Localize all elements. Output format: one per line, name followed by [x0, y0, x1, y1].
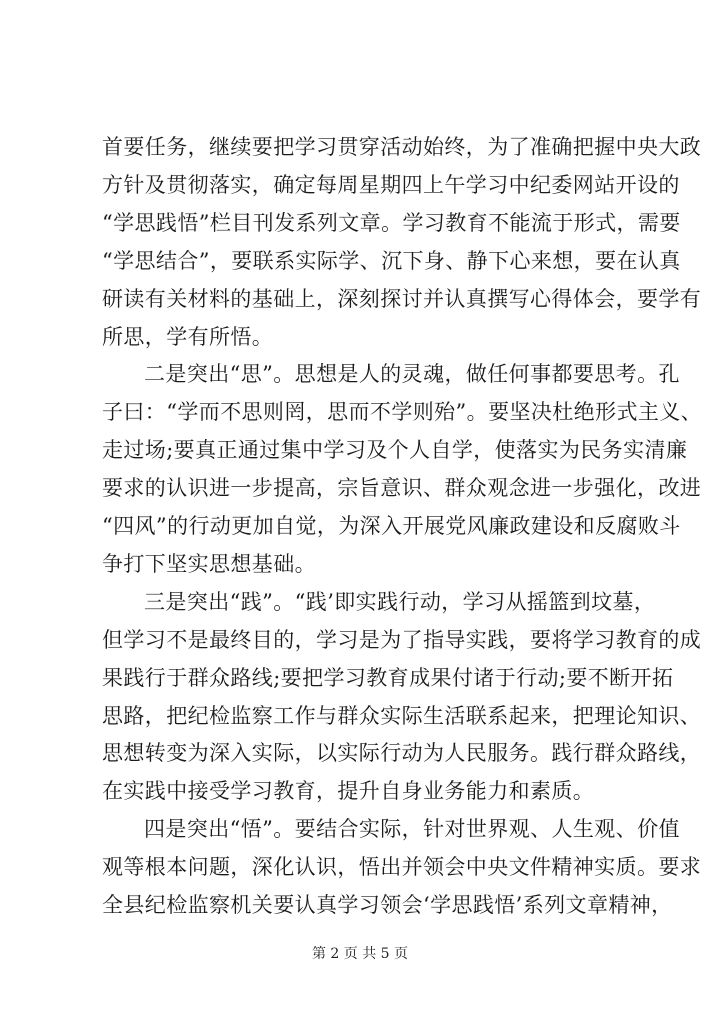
text-line: “学思践悟”栏目刊发系列文章。学习教育不能流于形式，需要	[102, 211, 681, 235]
text-line: “四风”的行动更加自觉，为深入开展党风廉政建设和反腐败斗	[102, 514, 681, 538]
text-line: 研读有关材料的基础上，深刻探讨并认真撰写心得体会，要学有	[102, 287, 702, 311]
text-line: 思想转变为深入实际，以实际行动为人民服务。践行群众路线，	[102, 741, 702, 765]
page-number-footer: 第 2 页 共 5 页	[311, 946, 409, 962]
text-line: 子曰：“学而不思则罔，思而不学则殆”。要坚决杜绝形式主义、	[102, 400, 703, 424]
text-line: 要求的认识进一步提高，宗旨意识、群众观念进一步强化，改进	[102, 476, 702, 500]
text-line: 果践行于群众路线;要把学习教育成果付诸于行动;要不断开拓	[102, 666, 674, 690]
text-line: 但学习不是最终目的，学习是为了指导实践，要将学习教育的成	[102, 628, 702, 652]
text-line: 首要任务，继续要把学习贯穿活动始终，为了准确把握中央大政	[102, 135, 702, 159]
text-line: 方针及贯彻落实，确定每周星期四上午学习中纪委网站开设的	[102, 173, 680, 197]
text-line: 在实践中接受学习教育，提升自身业务能力和素质。	[102, 779, 595, 803]
text-line: 走过场;要真正通过集中学习及个人自学，使落实为民务实清廉	[102, 438, 688, 462]
text-line: “学思结合”，要联系实际学、沉下身、静下心来想，要在认真	[102, 249, 681, 273]
text-line: 四是突出“悟”。要结合实际，针对世界观、人生观、价值	[144, 817, 680, 841]
text-line: 二是突出“思”。思想是人的灵魂，做任何事都要思考。孔	[144, 362, 680, 386]
text-line: 思路，把纪检监察工作与群众实际生活联系起来，把理论知识、	[102, 704, 702, 728]
text-line: 三是突出“践”。“践’即实践行动，学习从摇篮到坟墓，	[144, 590, 656, 614]
text-line: 观等根本问题，深化认识，悟出并领会中央文件精神实质。要求	[102, 855, 702, 879]
text-line: 所思，学有所悟。	[102, 325, 274, 349]
text-line: 争打下坚实思想基础。	[102, 552, 316, 576]
text-line: 全县纪检监察机关要认真学习领会‘学思践悟’系列文章精神，	[102, 893, 673, 917]
